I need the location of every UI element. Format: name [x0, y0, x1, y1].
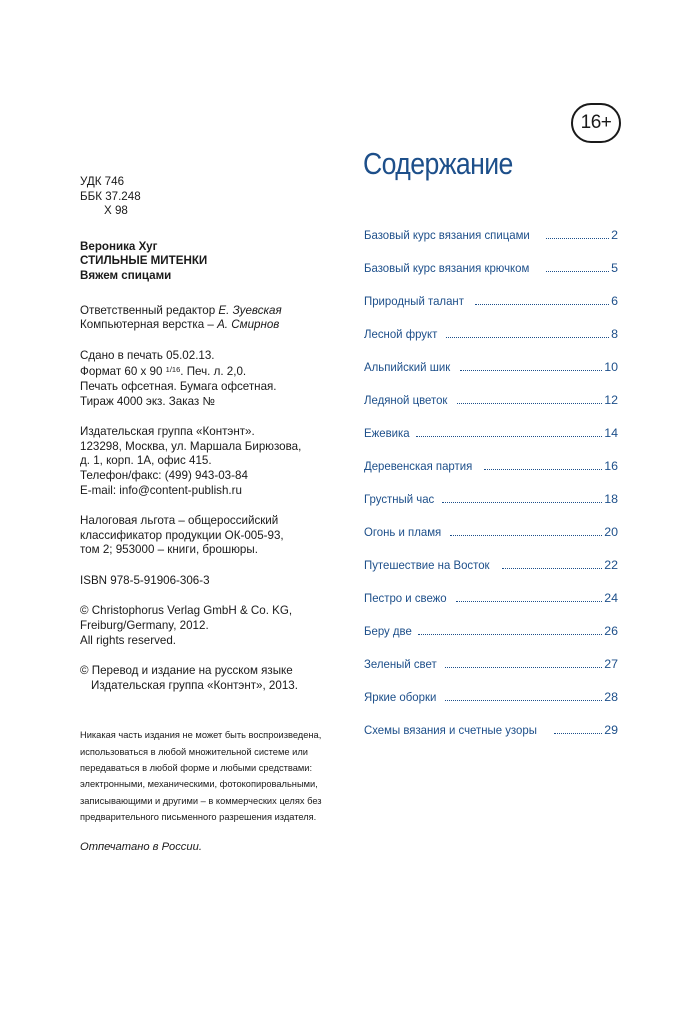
toc-item-label: Ежевика: [364, 426, 410, 440]
toc-item: [364, 519, 618, 539]
age-rating-badge: 16+: [571, 103, 621, 143]
format-fraction: 1/16: [165, 365, 181, 375]
toc-item: [364, 222, 618, 242]
publisher-name: Издательская группа «Контэнт».: [80, 425, 255, 439]
toc-item-page: 29: [604, 723, 618, 737]
toc-leader-dots: [460, 370, 603, 371]
toc-item: [364, 453, 618, 473]
toc-item: [364, 684, 618, 704]
toc-item: [364, 288, 618, 308]
submitted-date: Сдано в печать 05.02.13.: [80, 348, 215, 362]
publisher-address-2: д. 1, корп. 1А, офис 415.: [80, 454, 212, 468]
toc-item-label: Альпийский шик: [364, 360, 451, 374]
toc-leader-dots: [502, 568, 602, 569]
publisher-phone: Телефон/факс: (499) 943-03-84: [80, 468, 248, 482]
toc-item-label: Базовый курс вязания спицами: [364, 228, 530, 242]
toc-leader-dots: [442, 502, 602, 503]
legal-line: использоваться в любой множительной системе или: [80, 746, 308, 757]
udk-code: УДК 746: [80, 175, 125, 188]
toc-leader-dots: [416, 436, 603, 437]
classification-block: [80, 175, 345, 219]
toc-item-label: Пестро и свежо: [364, 591, 447, 605]
toc-leader-dots: [445, 700, 603, 701]
toc-item: [364, 552, 618, 572]
toc-item-label: Огонь и пламя: [364, 525, 442, 539]
toc-item: [364, 420, 618, 440]
toc-item-page: 28: [604, 690, 618, 704]
toc-item-page: 27: [604, 657, 618, 671]
toc-item-page: 5: [611, 261, 618, 275]
toc-item-page: 20: [604, 525, 618, 539]
imprint-column: [80, 175, 345, 853]
toc-item: [364, 354, 618, 374]
toc-leader-dots: [446, 337, 609, 338]
toc-item-page: 2: [611, 228, 618, 242]
copyright-original-2: Freiburg/Germany, 2012.: [80, 619, 209, 633]
toc-item: [364, 321, 618, 341]
credits-block: [80, 304, 345, 333]
layout-label: Компьютерная верстка –: [80, 318, 214, 332]
format-suffix: . Печ. л. 2,0.: [180, 365, 247, 379]
legal-line: передаваться в любой форме и любыми средствами:: [80, 763, 313, 774]
publisher-block: [80, 425, 345, 498]
tax-line-1: Налоговая льгота – общероссийский: [80, 514, 279, 528]
isbn: ISBN 978-5-91906-306-3: [80, 573, 210, 587]
toc-item: [364, 651, 618, 671]
toc-item-label: Грустный час: [364, 492, 435, 506]
toc-item-page: 8: [611, 327, 618, 341]
copyright-original-3: All rights reserved.: [80, 633, 177, 647]
publisher-email: E-mail: info@content-publish.ru: [80, 483, 242, 497]
book-info: [80, 240, 345, 284]
toc-item: [364, 255, 618, 275]
book-subtitle: Вяжем спицами: [80, 268, 172, 282]
legal-line: записывающими и другими – в коммерческих целях без: [80, 795, 322, 806]
copyright-original-1: © Christophorus Verlag GmbH & Co. KG,: [80, 604, 293, 618]
toc-leader-dots: [456, 601, 602, 602]
toc-leader-dots: [445, 667, 602, 668]
book-title: СТИЛЬНЫЕ МИТЕНКИ: [80, 254, 208, 268]
book-author: Вероника Хуг: [80, 239, 158, 253]
toc-item-page: 16: [604, 459, 618, 473]
printed-in: Отпечатано в России.: [80, 841, 202, 854]
toc-item-label: Природный талант: [364, 294, 464, 308]
copyright-translation-1: © Перевод и издание на русском языке: [80, 664, 293, 678]
toc-leader-dots: [475, 304, 609, 305]
toc-item-label: Путешествие на Восток: [364, 558, 490, 572]
toc-item-page: 22: [604, 558, 618, 572]
toc-leader-dots: [546, 238, 609, 239]
format-line: [80, 363, 345, 380]
toc-item: [364, 618, 618, 638]
toc-leader-dots: [418, 634, 602, 635]
legal-line: электронными, механическими, фотокопировальными,: [80, 779, 318, 790]
toc-item-label: Схемы вязания и счетные узоры: [364, 723, 537, 737]
toc-item-page: 14: [604, 426, 618, 440]
tax-line-2: классификатор продукции ОК-005-93,: [80, 528, 284, 542]
toc-leader-dots: [554, 733, 602, 734]
print-run: Тираж 4000 экз. Заказ №: [80, 394, 215, 408]
toc-leader-dots: [450, 535, 602, 536]
editor-label: Ответственный редактор: [80, 303, 216, 317]
printing-type: Печать офсетная. Бумага офсетная.: [80, 379, 277, 393]
toc-leader-dots: [484, 469, 603, 470]
legal-line: предварительного письменного разрешения издателя.: [80, 811, 317, 822]
toc-item-page: 26: [604, 624, 618, 638]
editor-line: [80, 304, 345, 319]
publisher-address-1: 123298, Москва, ул. Маршала Бирюзова,: [80, 439, 302, 453]
copyright-translation: [80, 664, 345, 693]
toc-item: [364, 585, 618, 605]
toc-item-label: Ледяной цветок: [364, 393, 448, 407]
toc-item-label: Яркие оборки: [364, 690, 437, 704]
toc-item-page: 24: [604, 591, 618, 605]
toc-item: [364, 486, 618, 506]
toc-item-label: Базовый курс вязания крючком: [364, 261, 530, 275]
legal-notice: [80, 727, 345, 825]
toc-item-label: Зеленый свет: [364, 657, 437, 671]
format-prefix: Формат 60 х 90: [80, 365, 163, 379]
toc-title: Содержание: [363, 146, 513, 181]
toc-item: [364, 387, 618, 407]
toc-item-label: Деревенская партия: [364, 459, 473, 473]
toc-item-page: 6: [611, 294, 618, 308]
tax-line-3: том 2; 953000 – книги, брошюры.: [80, 543, 258, 557]
legal-line: Никакая часть издания не может быть воспроизведена,: [80, 730, 322, 741]
toc-item-label: Лесной фрукт: [364, 327, 438, 341]
author-mark: Х 98: [104, 204, 128, 218]
toc-leader-dots: [546, 271, 609, 272]
copyright-translation-2: Издательская группа «Контэнт», 2013.: [91, 678, 298, 692]
toc-item-page: 10: [604, 360, 618, 374]
toc-item-page: 18: [604, 492, 618, 506]
toc-item: [364, 717, 618, 737]
copyright-original: [80, 604, 345, 648]
editor-name: Е. Зуевская: [218, 303, 282, 317]
tax-block: [80, 514, 345, 558]
print-info-block: [80, 349, 345, 409]
layout-line: [80, 318, 345, 333]
bbk-code: ББК 37.248: [80, 189, 141, 203]
toc-leader-dots: [457, 403, 603, 404]
layout-name: А. Смирнов: [217, 318, 280, 332]
isbn-block: [80, 574, 345, 589]
toc-item-page: 12: [604, 393, 618, 407]
toc-item-label: Беру две: [364, 624, 412, 638]
